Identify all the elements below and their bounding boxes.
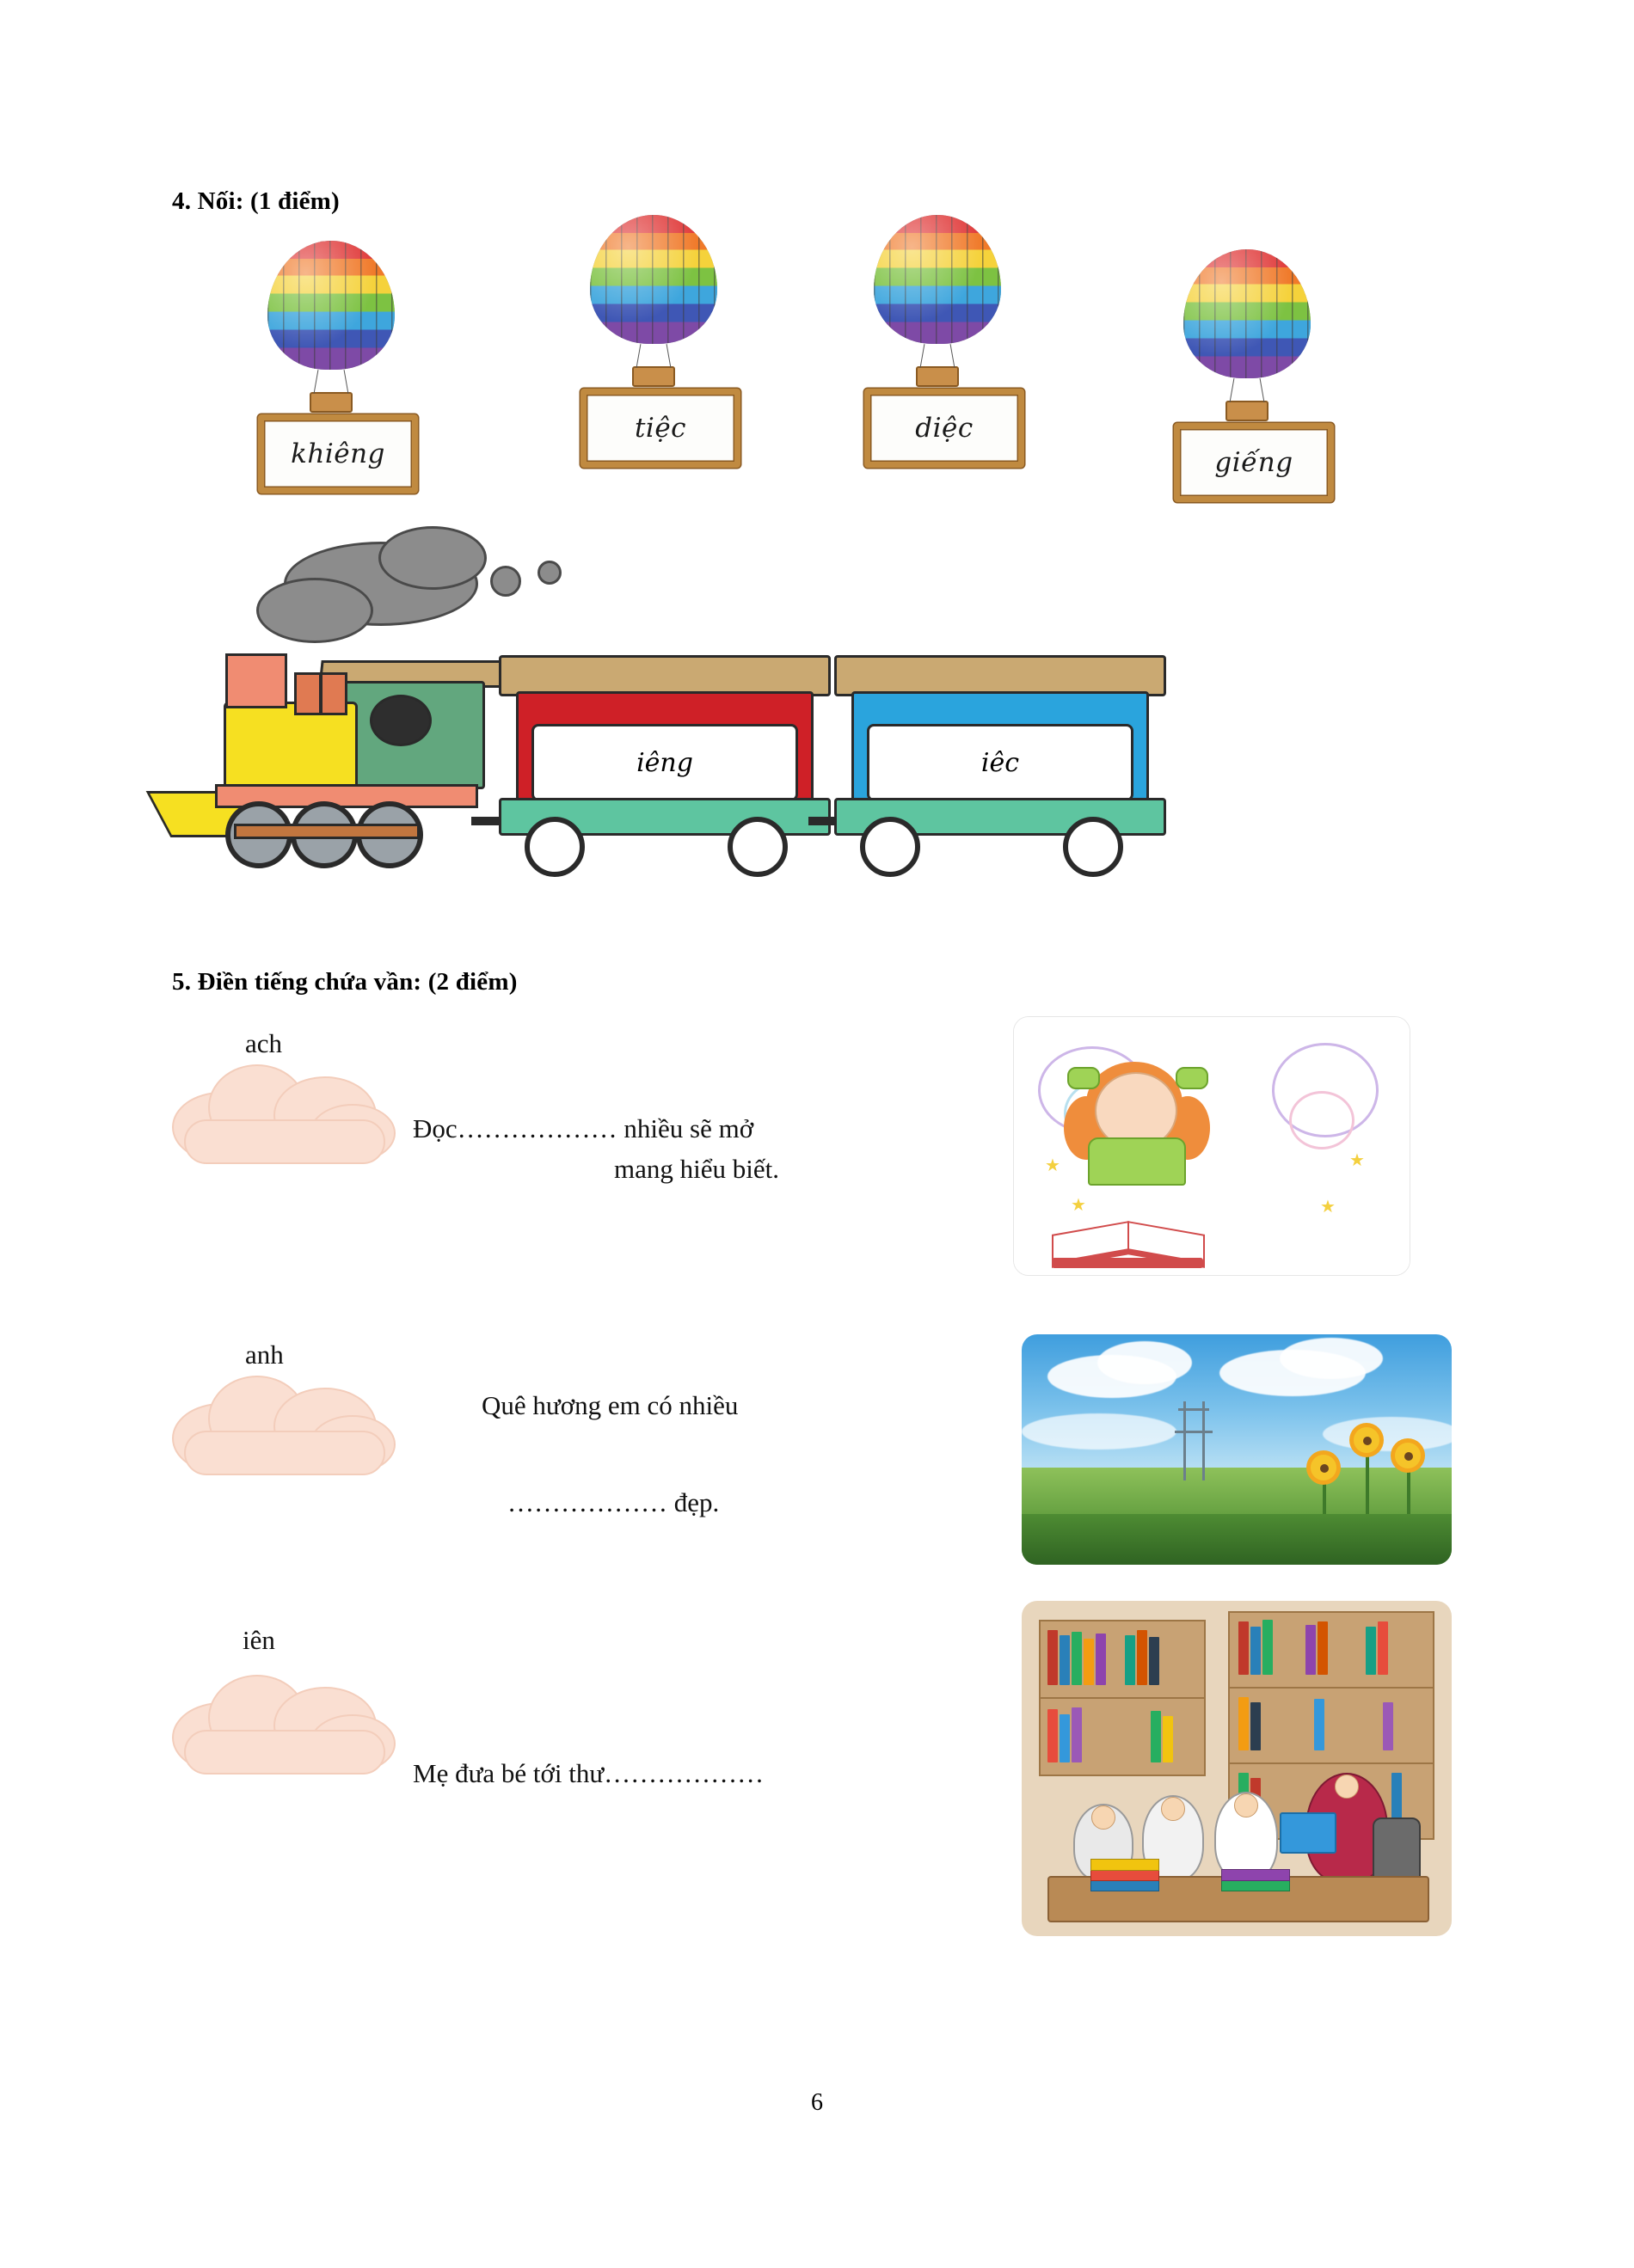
smoke-dot [538,561,562,585]
balloon-word: tiệc [634,413,687,444]
train-card-label: iêng [636,747,693,778]
balloon-basket [310,392,353,413]
picture-countryside-field [1022,1334,1452,1565]
wheel-connecting-rod [234,824,420,839]
cloud-icon [163,1369,413,1472]
hot-air-balloon-icon [590,215,717,344]
balloon-basket [1226,401,1268,421]
train-wheel [860,817,920,877]
balloon-word: diệc [915,413,974,444]
cloud-label-2: iên [243,1625,275,1655]
sentence-line-1: Mẹ đưa bé tới thư……………… [413,1758,765,1788]
sentence-2 [413,1754,980,1794]
balloon-item-3[interactable] [1174,249,1334,502]
train-illustration [241,533,1324,911]
smoke-puff [378,526,487,590]
picture-girl-reading: ★ ★ ★ ★ [1013,1016,1410,1276]
backpack [1373,1817,1421,1885]
exercise-4-heading: 4. Nối: (1 điểm) [172,187,340,215]
balloon-ropes [628,344,679,368]
balloon-basket [916,366,959,387]
cloud-label-0: ach [245,1028,283,1058]
sentence-line-1: Quê hương em có nhiều [482,1390,739,1420]
smoke-dot [490,566,521,597]
train-wheel [525,817,585,877]
cloud-label-1: anh [245,1339,284,1370]
cloud-icon [163,1668,413,1771]
balloon-word-card[interactable] [580,389,740,468]
balloon-item-1[interactable] [580,215,740,468]
hot-air-balloon-icon [267,241,395,370]
balloon-basket [632,366,675,387]
locomotive-dome [320,672,347,715]
balloon-item-0[interactable] [258,241,418,493]
sentence-0 [413,1109,980,1189]
balloon-word: khiêng [291,438,385,469]
train-car-roof [499,655,831,696]
picture-children-library [1022,1601,1452,1936]
train-wheel [1063,817,1123,877]
sentence-line-2: mang hiểu biết. [614,1153,779,1184]
hot-air-balloon-icon [1183,249,1311,378]
balloon-word-card[interactable] [864,389,1024,468]
balloon-word: giếng [1214,447,1293,478]
balloon-word-card[interactable] [258,414,418,493]
balloon-ropes [305,370,357,394]
smoke-puff [256,578,373,643]
open-book [1280,1812,1336,1854]
cloud-icon [163,1057,413,1161]
balloon-ropes [912,344,963,368]
train-card-iec[interactable] [867,724,1133,801]
balloon-item-2[interactable] [864,215,1024,468]
balloon-word-card[interactable] [1174,423,1334,502]
train-card-ieng[interactable] [531,724,798,801]
child-figure [1214,1792,1278,1881]
hot-air-balloon-icon [874,215,1001,344]
exercise-5-heading: 5. Điền tiếng chứa vần: (2 điểm) [172,968,518,996]
sentence-1 [482,1386,1032,1523]
sentence-line-1: Đọc……………… nhiều sẽ mở [413,1113,754,1143]
train-card-label: iêc [980,747,1020,778]
locomotive-dome [294,672,322,715]
page-number: 6 [811,2089,823,2116]
cloud-shape-1[interactable] [163,1369,413,1472]
train-wheel [728,817,788,877]
locomotive-window [370,695,432,746]
cloud-shape-2[interactable] [163,1668,413,1771]
train-car-roof [834,655,1166,696]
locomotive-chimney [225,653,287,708]
sentence-line-2: ……………… đẹp. [507,1486,720,1517]
cloud-shape-0[interactable] [163,1057,413,1161]
balloon-ropes [1221,378,1273,402]
